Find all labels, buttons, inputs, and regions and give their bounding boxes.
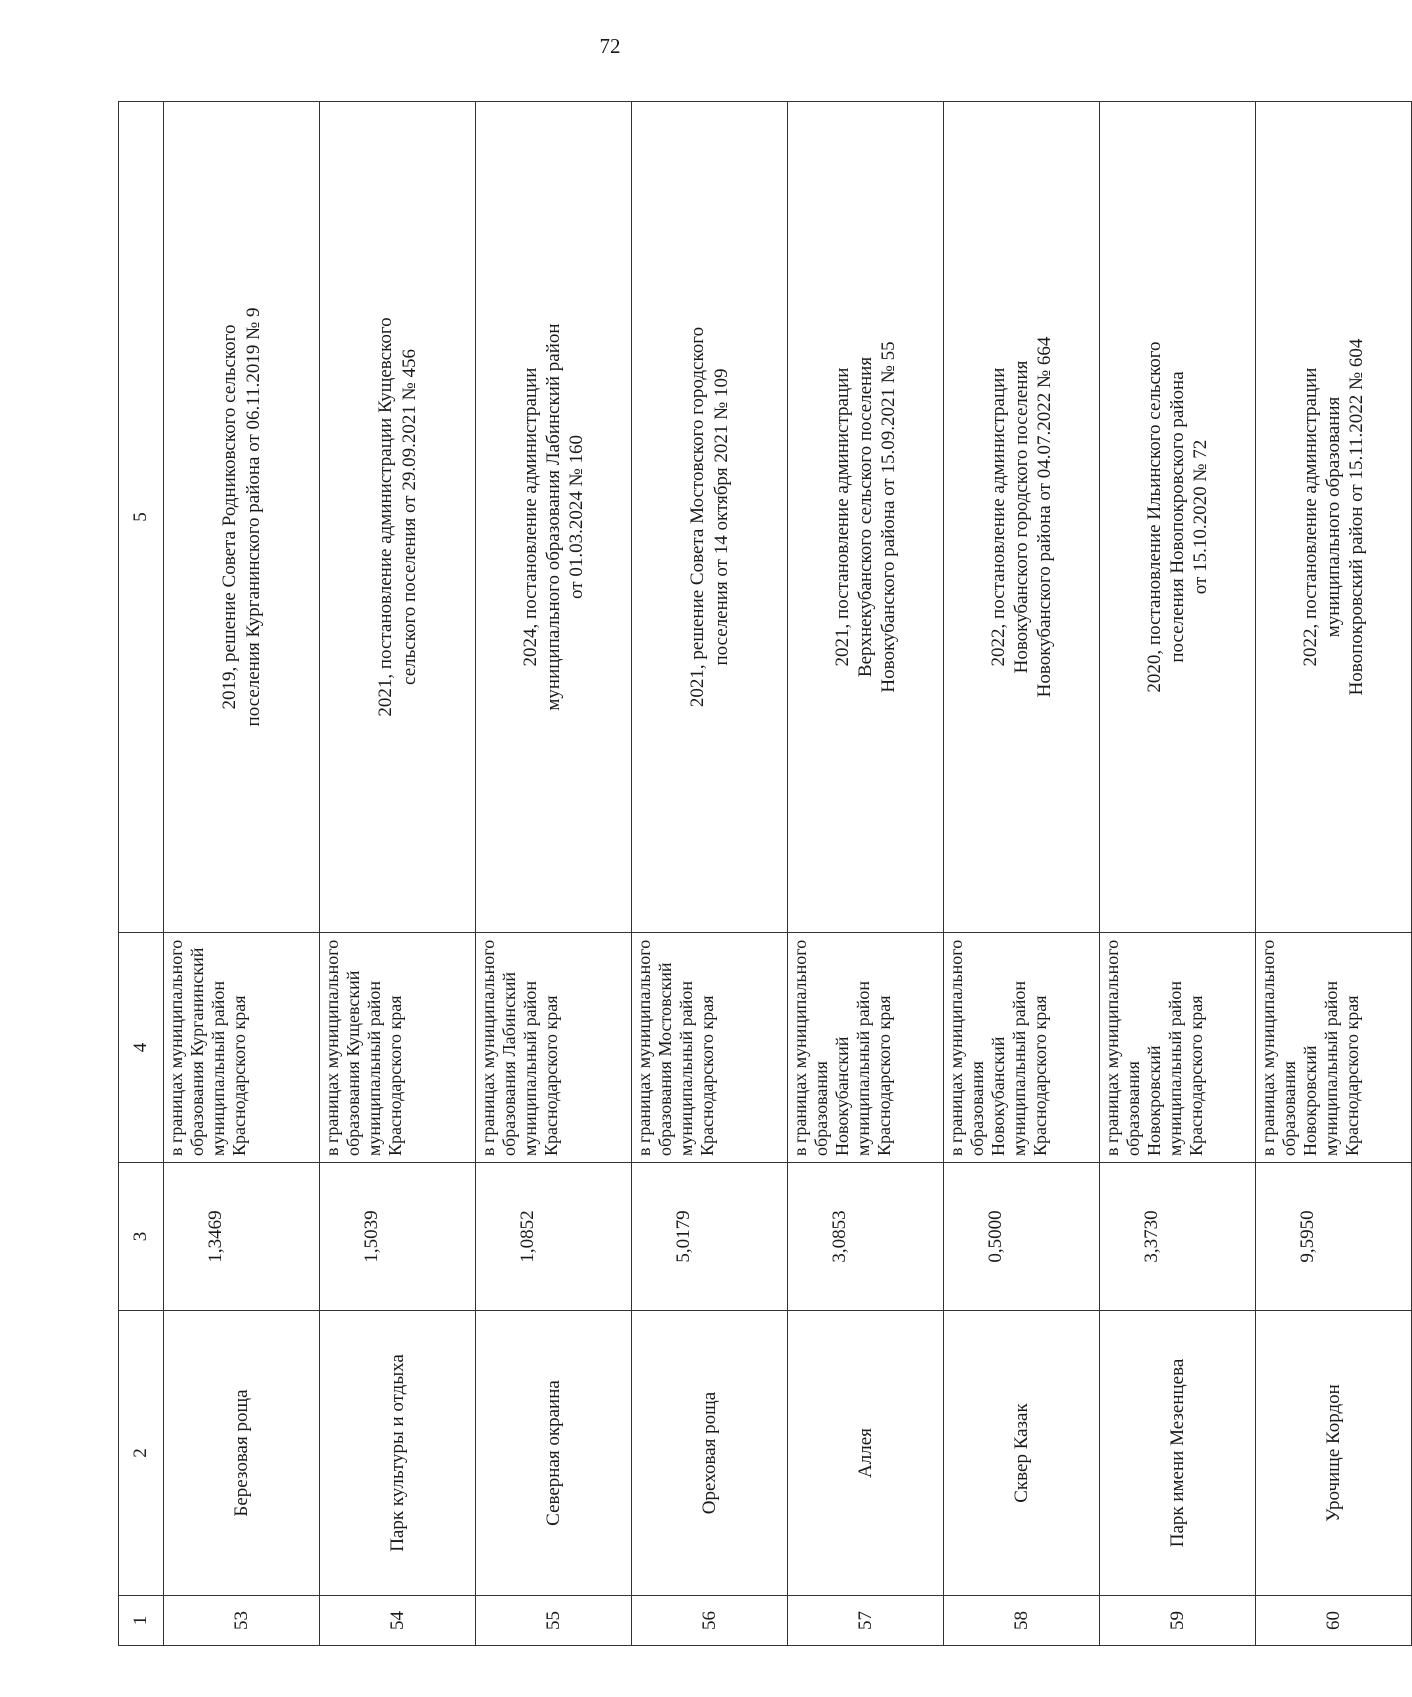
document-line: 2022, постановление администрации: [1299, 367, 1321, 667]
document-line: Новокубанского района от 04.07.2022 № 664: [1034, 336, 1056, 698]
object-name-cell: Березовая роща: [164, 1311, 320, 1596]
location-line: в границах муниципального: [634, 939, 654, 1156]
location-line: Новокровский: [1143, 1045, 1164, 1156]
area-cell: 1,5039: [320, 1163, 476, 1311]
document-line: 2020, постановление Ильинского сельского: [1143, 341, 1165, 693]
object-name-cell: Парк имени Мезенцева: [1100, 1311, 1256, 1596]
document-line: муниципального образования: [1322, 396, 1344, 638]
table-container: [118, 102, 1368, 1646]
header-cell-3: 3: [119, 1163, 164, 1311]
document-line: 2022, постановление администрации: [987, 367, 1009, 667]
document-line: поселения Курганинского района от 06.11.2019 № 9: [242, 307, 264, 727]
document-line: 2021, решение Совета Мостовского городского: [687, 326, 709, 708]
table-row: [164, 102, 320, 1646]
location-line: в границах муниципального: [1102, 939, 1122, 1156]
document-cell: [320, 102, 476, 933]
document-line: 2021, постановление администрации Кущевского: [375, 317, 397, 717]
page-number: 72: [599, 34, 621, 58]
table-row: [788, 102, 944, 1646]
object-name-cell: Северная окраина: [476, 1311, 632, 1596]
table-row: [944, 102, 1100, 1646]
document-line: Новопокровский район от 15.11.2022 № 604: [1346, 338, 1368, 696]
table-row: [320, 102, 476, 1646]
rotated-table-frame: [118, 102, 1368, 1646]
location-cell: [320, 933, 476, 1163]
header-row: [119, 102, 164, 1646]
location-cell: [788, 933, 944, 1163]
area-cell: 9,5950: [1256, 1163, 1412, 1311]
document-line: Новокубанского района от 15.09.2021 № 55: [878, 341, 900, 693]
document-cell: [1100, 102, 1256, 933]
location-cell: [164, 933, 320, 1163]
location-line: в границах муниципального: [1258, 939, 1278, 1156]
row-number-cell: 55: [476, 1596, 632, 1646]
row-number-cell: 53: [164, 1596, 320, 1646]
table-row: [1256, 102, 1412, 1646]
location-line: Краснодарского края: [873, 995, 894, 1156]
row-number-cell: 54: [320, 1596, 476, 1646]
location-line: муниципальный район: [1164, 980, 1185, 1156]
location-cell: [944, 933, 1100, 1163]
row-number-cell: 58: [944, 1596, 1100, 1646]
table-row: [632, 102, 788, 1646]
document-line: от 01.03.2024 № 160: [566, 435, 588, 599]
area-cell: 3,0853: [788, 1163, 944, 1311]
location-line: в границах муниципального: [322, 939, 342, 1156]
location-line: образования Лабинский: [498, 971, 519, 1156]
document-line: от 15.10.2020 № 72: [1190, 439, 1212, 595]
document-line: Верхнекубанского сельского поселения: [854, 356, 876, 678]
document-cell: [944, 102, 1100, 933]
location-line: Новокровский: [1299, 1045, 1320, 1156]
header-cell-1: 1: [119, 1596, 164, 1646]
object-name-cell: Ореховая роща: [632, 1311, 788, 1596]
document-line: 2024, постановление администрации: [519, 367, 541, 667]
location-line: Краснодарского края: [1341, 995, 1362, 1156]
document-cell: [1256, 102, 1412, 933]
document-cell: [476, 102, 632, 933]
location-line: муниципальный район: [1008, 980, 1029, 1156]
area-cell: 1,3469: [164, 1163, 320, 1311]
area-cell: 5,0179: [632, 1163, 788, 1311]
location-line: Краснодарского края: [696, 995, 717, 1156]
object-name-cell: Сквер Казак: [944, 1311, 1100, 1596]
row-number-cell: 56: [632, 1596, 788, 1646]
area-cell: 0,5000: [944, 1163, 1100, 1311]
location-line: муниципальный район: [207, 980, 228, 1156]
document-cell: [632, 102, 788, 933]
location-line: муниципальный район: [1320, 980, 1341, 1156]
location-line: Краснодарского края: [228, 995, 249, 1156]
location-line: муниципальный район: [519, 980, 540, 1156]
document-cell: [788, 102, 944, 933]
location-line: Краснодарского края: [1029, 995, 1050, 1156]
header-cell-5: 5: [119, 102, 164, 933]
row-number-cell: 59: [1100, 1596, 1256, 1646]
location-line: муниципальный район: [363, 980, 384, 1156]
document-line: поселения от 14 октября 2021 № 109: [710, 368, 732, 666]
header-cell-2: 2: [119, 1311, 164, 1596]
area-cell: 1,0852: [476, 1163, 632, 1311]
location-line: Краснодарского края: [384, 995, 405, 1156]
location-line: в границах муниципального: [166, 939, 186, 1156]
object-name-cell: Аллея: [788, 1311, 944, 1596]
row-number-cell: 57: [788, 1596, 944, 1646]
table-row: [1100, 102, 1256, 1646]
location-line: в границах муниципального: [790, 939, 810, 1156]
location-cell: [632, 933, 788, 1163]
document-line: поселения Новопокровского района: [1166, 371, 1188, 663]
object-name-cell: Парк культуры и отдыха: [320, 1311, 476, 1596]
location-line: муниципальный район: [675, 980, 696, 1156]
location-line: образования Новокубанский: [966, 1036, 1008, 1156]
document-cell: [164, 102, 320, 933]
row-number-cell: 60: [1256, 1596, 1412, 1646]
table-row: [476, 102, 632, 1646]
location-cell: [1256, 933, 1412, 1163]
location-cell: [1100, 933, 1256, 1163]
location-line: образования Курганинский: [186, 947, 207, 1156]
area-cell: 3,3730: [1100, 1163, 1256, 1311]
location-cell: [476, 933, 632, 1163]
location-line: образования Новокубанский: [810, 1036, 852, 1156]
document-line: Новокубанского городского поселения: [1010, 360, 1032, 674]
location-line: образования: [1278, 1061, 1299, 1156]
header-cell-4: 4: [119, 933, 164, 1163]
location-line: Краснодарского края: [1185, 995, 1206, 1156]
location-line: Краснодарского края: [540, 995, 561, 1156]
location-line: образования Кущевский: [342, 970, 363, 1156]
location-line: образования Мостовский: [654, 962, 675, 1156]
location-line: муниципальный район: [852, 980, 873, 1156]
document-line: сельского поселения от 29.09.2021 № 456: [398, 349, 420, 685]
location-line: в границах муниципального: [946, 939, 966, 1156]
document-line: 2019, решение Совета Родниковского сельского: [219, 324, 241, 710]
object-name-cell: Урочище Кордон: [1256, 1311, 1412, 1596]
location-line: образования: [1122, 1061, 1143, 1156]
location-line: в границах муниципального: [478, 939, 498, 1156]
registry-table: [118, 101, 1412, 1646]
document-line: 2021, постановление администрации: [831, 367, 853, 667]
document-line: муниципального образования Лабинский район: [542, 323, 564, 711]
